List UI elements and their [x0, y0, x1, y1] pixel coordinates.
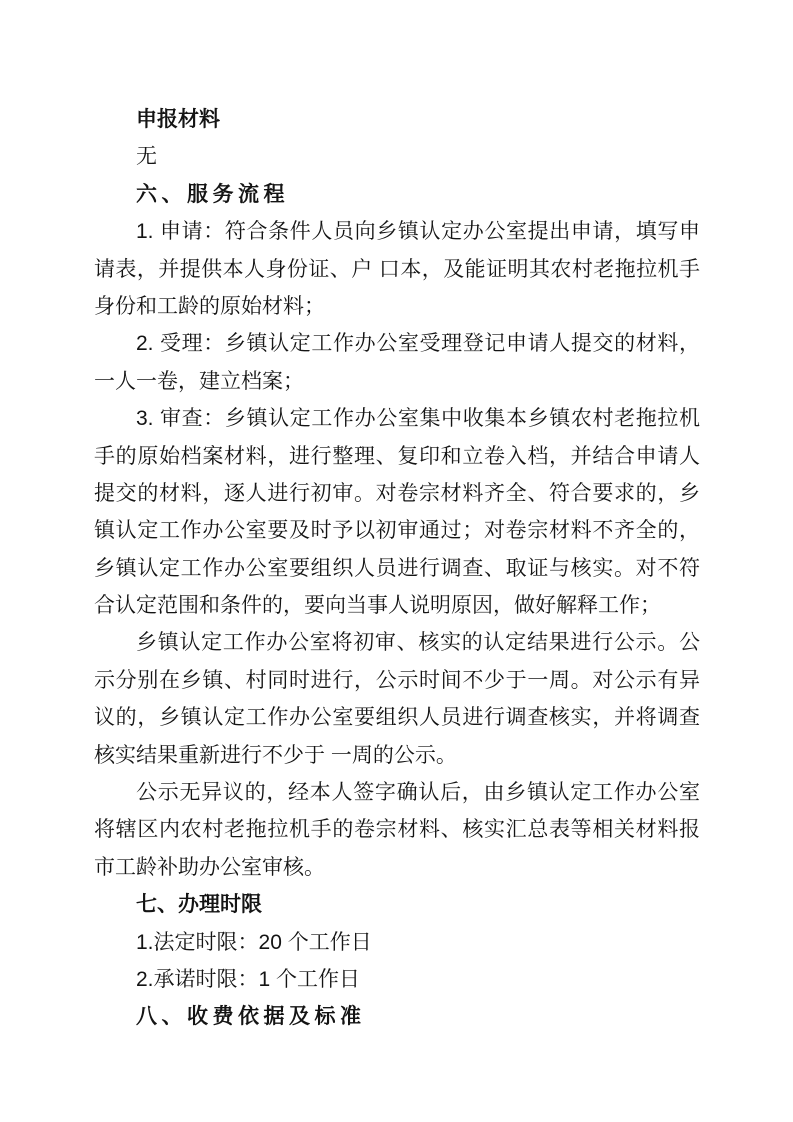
text-line: 合认定范围和条件的，要向当事人说明原因，做好解释工作； [94, 594, 661, 618]
text-line: 乡镇认定工作办公室要组织人员进行调查、取证与核实。对不符 [94, 556, 700, 580]
text-line: 2. 受理：乡镇认定工作办公室受理登记申请人提交的材料， [136, 332, 700, 356]
text-line: 手的原始档案材料，进行整理、复印和立卷入档，并结合申请人 [94, 444, 700, 468]
text-line: 议的，乡镇认定工作办公室要组织人员进行调查核实，并将调查 [94, 706, 700, 730]
document-body [94, 101, 700, 1036]
text-line: 无 [136, 145, 157, 169]
text-line: 乡镇认定工作办公室将初审、核实的认定结果进行公示。公 [136, 631, 700, 655]
text-line: 3. 审查：乡镇认定工作办公室集中收集本乡镇农村老拖拉机 [136, 407, 700, 431]
text-line: 提交的材料，逐人进行初审。对卷宗材料齐全、符合要求的，乡 [94, 481, 700, 505]
section-heading: 申报材料 [136, 108, 220, 131]
text-line: 将辖区内农村老拖拉机手的卷宗材料、核实汇总表等相关材料报 [94, 818, 700, 842]
text-line: 市工龄补助办公室审核。 [94, 855, 325, 879]
text-line: 镇认定工作办公室要及时予以初审通过；对卷宗材料不齐全的， [94, 519, 700, 543]
text-line: 请表，并提供本人身份证、户 口本，及能证明其农村老拖拉机手 [94, 257, 700, 281]
paragraph [94, 213, 700, 325]
text-line: 1.法定时限：20 个工作日 [136, 930, 372, 954]
section-heading: 八、收费依据及标准 [136, 1005, 366, 1029]
paragraph [94, 325, 700, 400]
text-line: 身份和工龄的原始材料； [94, 294, 325, 318]
text-line: 公示无异议的，经本人签字确认后，由乡镇认定工作办公室 [136, 781, 700, 805]
paragraph [94, 624, 700, 774]
text-line: 1. 申请：符合条件人员向乡镇认定办公室提出申请，填写申 [136, 220, 700, 244]
text-line: 2.承诺时限：1 个工作日 [136, 967, 361, 991]
section-heading: 六、服务流程 [136, 182, 289, 206]
text-line: 核实结果重新进行不少于 一周的公示。 [94, 743, 457, 767]
text-line: 一人一卷，建立档案； [94, 369, 304, 393]
paragraph [94, 774, 700, 886]
paragraph [94, 400, 700, 624]
section-heading: 七、办理时限 [136, 893, 262, 917]
text-line: 示分别在乡镇、村同时进行，公示时间不少于一周。对公示有异 [94, 668, 700, 692]
